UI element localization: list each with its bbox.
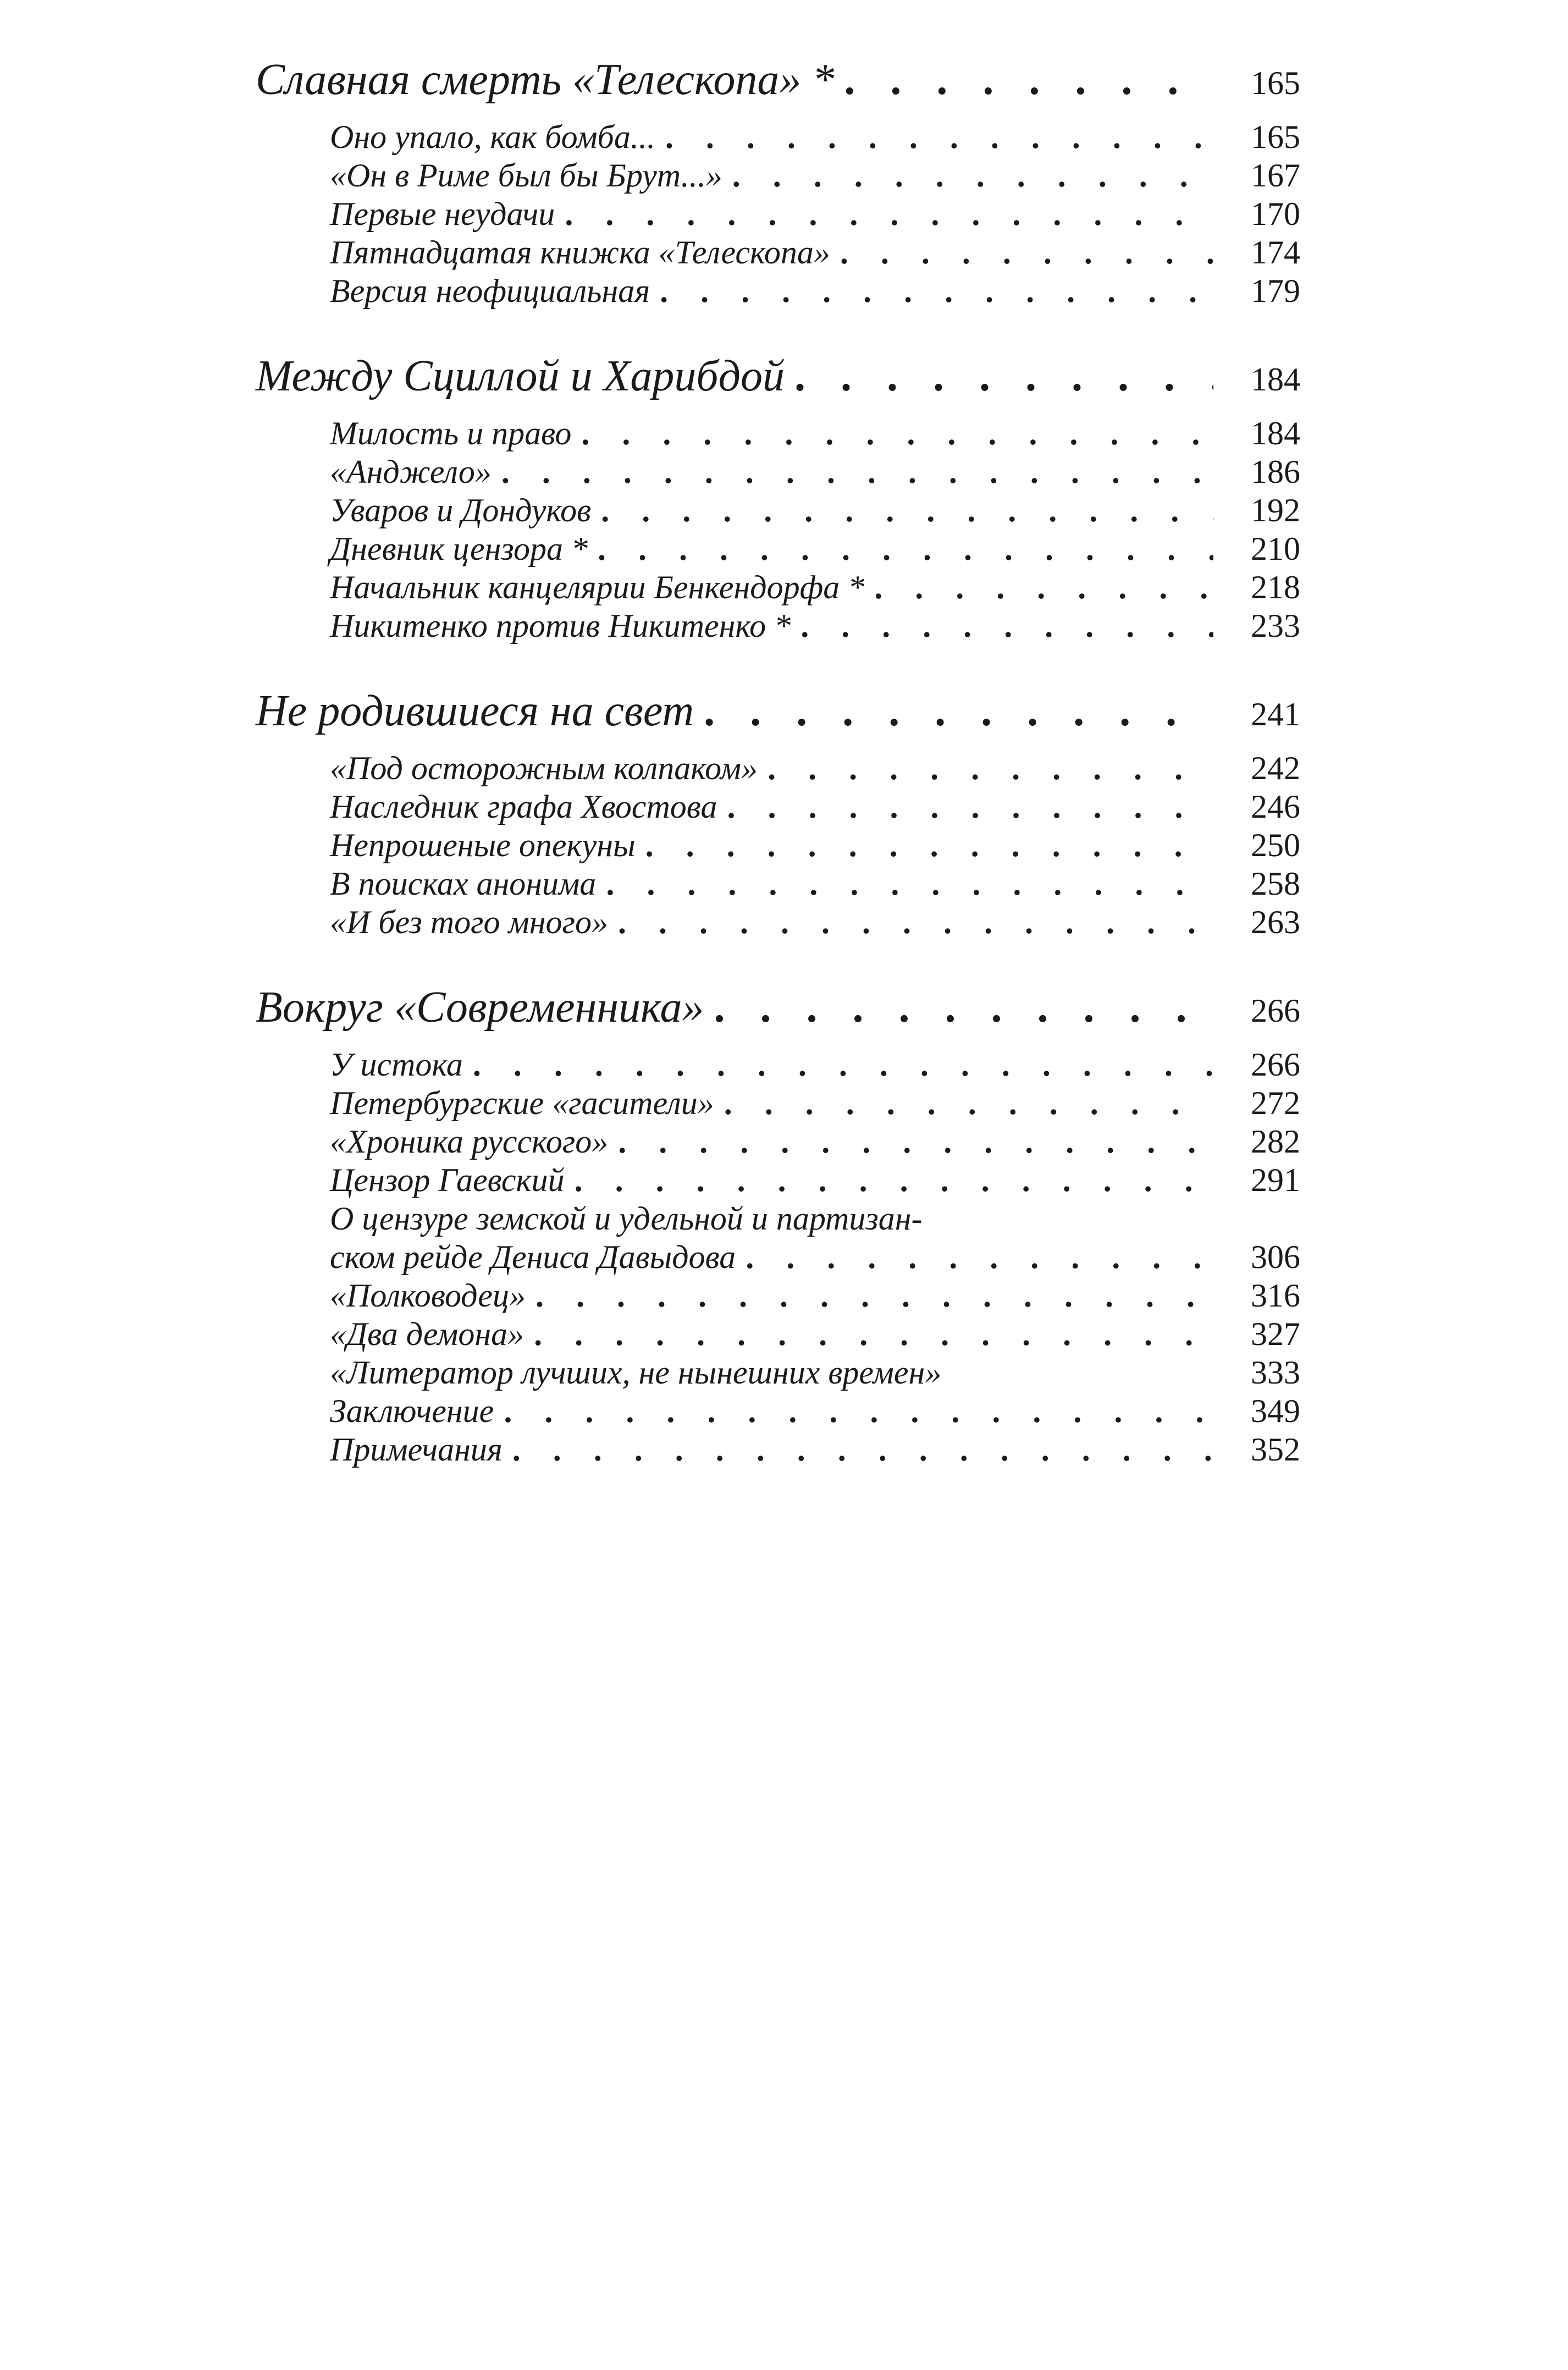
entry-title: «Анджело»	[330, 454, 492, 490]
dot-leader	[512, 1430, 1213, 1469]
dot-leader	[618, 1122, 1213, 1161]
toc-entry	[330, 826, 1300, 864]
page-number: 246	[1251, 789, 1300, 825]
entry-title: Цензор Гаевский	[330, 1162, 565, 1198]
dot-leader	[840, 233, 1213, 272]
chapter-title: Между Сциллой и Харибдой	[256, 352, 785, 400]
toc-entry	[330, 1084, 1300, 1122]
page-number: 316	[1251, 1277, 1300, 1314]
dot-leader	[724, 1084, 1213, 1122]
page-number: 241	[1251, 696, 1300, 732]
page-number: 170	[1251, 196, 1300, 232]
dot-leader	[800, 607, 1213, 645]
page-number: 272	[1251, 1085, 1300, 1121]
toc-entry	[330, 1122, 1300, 1161]
chapter-heading	[256, 55, 1300, 108]
toc-section	[256, 983, 1300, 1469]
entry-title: «Полководец»	[330, 1277, 526, 1314]
entry-title: Версия неофициальная	[330, 273, 650, 309]
toc-entry	[330, 864, 1300, 903]
toc-entry	[330, 1161, 1300, 1199]
page-number: 184	[1251, 415, 1300, 451]
dot-leader	[606, 864, 1213, 903]
dot-leader	[874, 568, 1213, 607]
entry-title: Начальник канцелярии Бенкендорфа *	[330, 569, 865, 605]
toc-section	[256, 686, 1300, 941]
dot-leader	[665, 118, 1213, 156]
dot-leader	[575, 1161, 1213, 1199]
entry-title: Наследник графа Хвостова	[330, 789, 717, 825]
entry-title: «Литератор лучших, не нынешних времен»	[330, 1354, 942, 1391]
toc-entry	[330, 272, 1300, 310]
page-number: 327	[1251, 1316, 1300, 1352]
page-number: 266	[1251, 993, 1300, 1029]
dot-leader	[746, 1238, 1213, 1276]
dot-leader	[645, 826, 1213, 864]
toc-section	[256, 55, 1300, 310]
table-of-contents	[256, 55, 1300, 1469]
page-number: 186	[1251, 454, 1300, 490]
toc-entry	[330, 156, 1300, 195]
page-number: 174	[1251, 234, 1300, 271]
toc-entry	[330, 1199, 1300, 1238]
chapter-title: Славная смерть «Телескопа» *	[256, 56, 835, 104]
toc-entry	[330, 1353, 1300, 1392]
toc-entry	[330, 453, 1300, 491]
entry-title: Милость и право	[330, 415, 572, 451]
entry-title: У истока	[330, 1046, 463, 1083]
page-number: 333	[1251, 1354, 1300, 1391]
entry-title-continued: ском рейде Дениса Давыдова	[330, 1239, 736, 1275]
page-number: 165	[1251, 119, 1300, 155]
page-number: 242	[1251, 750, 1300, 786]
toc-entry	[330, 118, 1300, 156]
dot-leader	[714, 983, 1213, 1032]
toc-entry	[330, 1276, 1300, 1315]
page-number: 218	[1251, 569, 1300, 605]
page-number: 291	[1251, 1162, 1300, 1198]
dot-leader	[504, 1392, 1213, 1430]
toc-section	[256, 351, 1300, 645]
dot-leader	[732, 156, 1213, 195]
chapter-heading	[256, 351, 1300, 404]
entry-title: Дневник цензора *	[330, 531, 588, 567]
chapter-heading	[256, 983, 1300, 1035]
chapter-title: Не родившиеся на свет	[256, 687, 694, 735]
dot-leader	[704, 686, 1213, 736]
page-number: 266	[1251, 1046, 1300, 1083]
dot-leader	[727, 787, 1213, 826]
toc-entry	[330, 568, 1300, 607]
entry-title: Оно упало, как бомба...	[330, 119, 655, 155]
dot-leader	[768, 749, 1213, 787]
dot-leader	[501, 453, 1213, 491]
dot-leader	[601, 491, 1213, 530]
toc-entry	[330, 1045, 1300, 1084]
dot-leader	[844, 55, 1213, 104]
dot-leader	[581, 414, 1213, 453]
page-number: 192	[1251, 492, 1300, 528]
page-number: 306	[1251, 1239, 1300, 1275]
toc-entry	[330, 1430, 1300, 1469]
dot-leader	[598, 530, 1213, 568]
entry-title: «Под осторожным колпаком»	[330, 750, 758, 786]
entry-title: Петербургские «гасители»	[330, 1085, 714, 1121]
page-number: 250	[1251, 827, 1300, 863]
toc-entry	[330, 1315, 1300, 1353]
dot-leader	[794, 351, 1213, 401]
toc-entry	[330, 1392, 1300, 1430]
entry-title: «Хроника русского»	[330, 1123, 609, 1160]
toc-entry	[330, 233, 1300, 272]
page-number: 167	[1251, 157, 1300, 194]
entry-title: Первые неудачи	[330, 196, 555, 232]
dot-leader	[473, 1045, 1213, 1084]
entry-title: «Два демона»	[330, 1316, 524, 1352]
page-number: 210	[1251, 531, 1300, 567]
entry-title: Непрошеные опекуны	[330, 827, 636, 863]
entry-title: В поисках анонима	[330, 866, 597, 902]
dot-leader	[565, 195, 1213, 233]
page-number: 258	[1251, 866, 1300, 902]
entry-title: Заключение	[330, 1393, 494, 1429]
entry-title: «И без того много»	[330, 904, 608, 940]
entry-title: Никитенко против Никитенко *	[330, 608, 791, 644]
chapter-title: Вокруг «Современника»	[256, 983, 704, 1032]
toc-entry	[330, 195, 1300, 233]
dot-leader	[535, 1276, 1213, 1315]
entry-title: Пятнадцатая книжка «Телескопа»	[330, 234, 830, 271]
page-number: 282	[1251, 1123, 1300, 1160]
toc-entry	[330, 749, 1300, 787]
page-number: 352	[1251, 1431, 1300, 1468]
page-number: 184	[1251, 361, 1300, 398]
entry-title: Примечания	[330, 1431, 503, 1468]
dot-leader	[660, 272, 1213, 310]
toc-entry	[330, 607, 1300, 645]
page-number: 233	[1251, 608, 1300, 644]
dot-leader	[534, 1315, 1213, 1353]
page-number: 179	[1251, 273, 1300, 309]
toc-entry	[330, 491, 1300, 530]
chapter-heading	[256, 686, 1300, 739]
toc-entry	[330, 787, 1300, 826]
page-number: 349	[1251, 1393, 1300, 1429]
toc-entry	[330, 530, 1300, 568]
toc-entry	[330, 414, 1300, 453]
entry-title: О цензуре земской и удельной и партизан-	[330, 1200, 923, 1237]
page-number: 165	[1251, 65, 1300, 101]
dot-leader	[618, 903, 1213, 941]
page-number: 263	[1251, 904, 1300, 940]
toc-entry	[330, 903, 1300, 941]
entry-title: «Он в Риме был бы Брут...»	[330, 157, 722, 194]
entry-title: Уваров и Дондуков	[330, 492, 592, 528]
toc-entry-continued	[330, 1238, 1300, 1276]
